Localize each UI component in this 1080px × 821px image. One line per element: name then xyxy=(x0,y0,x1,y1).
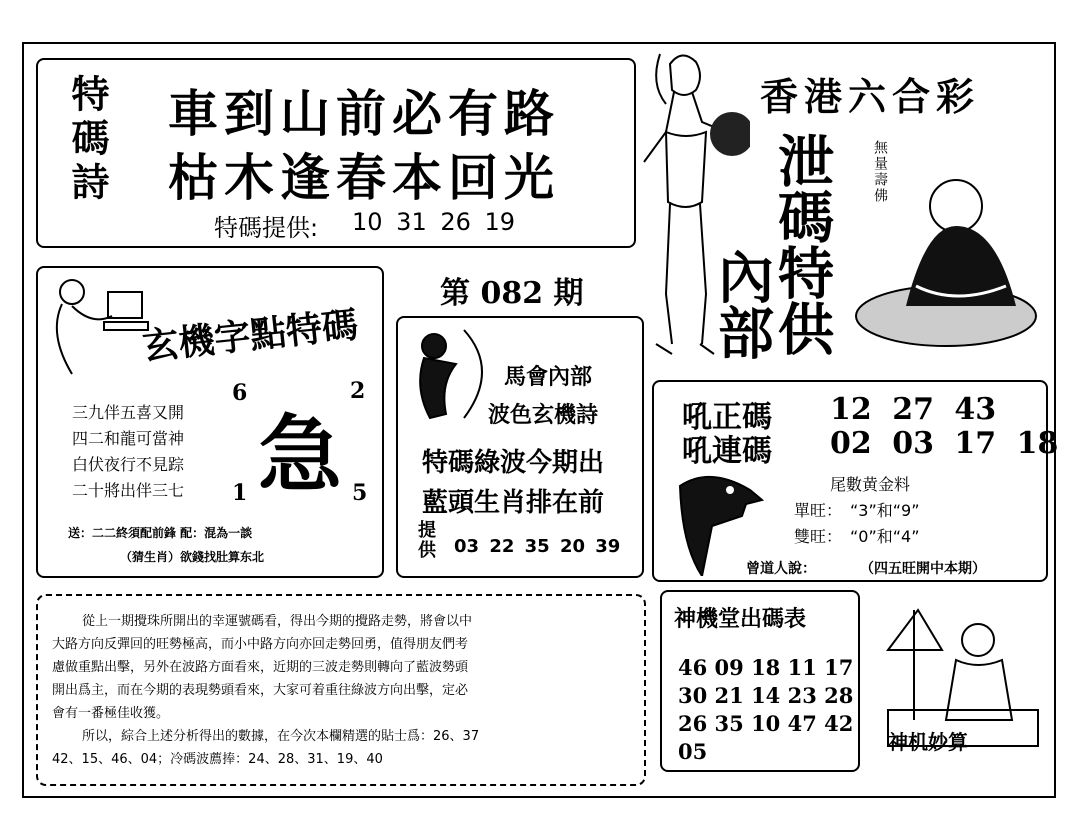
horse-provide-label: 提供 xyxy=(415,520,436,560)
secret-poem-line: 白伏夜行不見踪 xyxy=(72,455,185,474)
secret-poem xyxy=(72,400,184,504)
archer-illustration xyxy=(404,324,500,424)
poem-box xyxy=(36,58,636,248)
secret-foot-1: 送：二二終須配前鋒 配：混為一談 xyxy=(68,526,253,540)
lian-numbers: 02 03 17 18 xyxy=(830,426,1059,461)
table-row: 30 21 14 23 28 xyxy=(678,683,854,708)
taoist-value: （四五旺開中本期） xyxy=(860,561,986,577)
zheng-label: 吼正碼 xyxy=(682,400,772,435)
number-table-box xyxy=(660,590,860,772)
horse-title-2: 波色玄機詩 xyxy=(488,402,599,428)
buddha-caption: 無量壽佛 xyxy=(872,140,888,204)
analysis-line: 大路方向反彈回的旺勢極高，而小中路方向亦回走勢回勇，值得朋友們考 xyxy=(52,637,469,652)
secret-foot-2: （猜生肖）欲錢找肚算东北 xyxy=(120,550,265,564)
table-row: 26 35 10 47 42 xyxy=(678,711,854,736)
secret-title: 玄機字點特碼 xyxy=(140,303,360,369)
secret-poem-line: 三九伴五喜又開 xyxy=(72,403,185,422)
issue-number: 第 082 期 xyxy=(440,276,584,311)
analysis-line: 開出爲主，而在今期的表現勢頭看來，大家可着重往綠波方向出擊，定必 xyxy=(52,683,469,698)
analysis-line: 所以，綜合上述分析得出的數據，在今次本欄精選的貼士爲：26、37 xyxy=(82,729,480,744)
secret-poem-line: 二十將出伴三七 xyxy=(72,481,185,500)
horse-line-1: 特碼綠波今期出 xyxy=(422,448,605,478)
double-label: 雙旺： xyxy=(794,527,843,546)
table-row: 05 xyxy=(678,739,708,764)
taoist-label: 曾道人說： xyxy=(746,561,816,577)
table-row: 46 09 18 11 17 xyxy=(678,655,854,680)
table-sign: 神机妙算 xyxy=(888,730,968,754)
table-title: 神機堂出碼表 xyxy=(674,606,807,632)
brand-title: 香港六合彩 xyxy=(760,74,981,119)
horse-box xyxy=(396,316,644,578)
single-value: “3”和“9” xyxy=(850,501,920,520)
big-title-right: 泄碼特供 xyxy=(769,132,835,356)
zheng-numbers: 12 27 43 xyxy=(830,392,997,427)
secret-big-char: 急 xyxy=(258,405,343,504)
analysis-box xyxy=(36,594,646,786)
analysis-line: 會有一番極佳收獲。 xyxy=(52,706,170,721)
tema-numbers: 10 31 26 19 xyxy=(352,208,516,236)
codes-box xyxy=(652,380,1059,582)
gold-title: 尾數黄金料 xyxy=(830,475,911,494)
analysis-line: 42、15、46、04；冷碼波薦捧：24、28、31、19、40 xyxy=(52,752,383,767)
tema-label: 特碼提供: xyxy=(214,214,319,242)
big-title-left: 內部 xyxy=(709,248,775,360)
secret-number-br: 5 xyxy=(352,480,368,506)
buddha-illustration xyxy=(846,156,1046,356)
lian-label: 吼連碼 xyxy=(682,434,772,469)
analysis-line: 從上一期攪珠所開出的幸運號碼看，得出今期的攪路走勢，將會以中 xyxy=(82,614,473,629)
secret-number-tr: 2 xyxy=(350,378,366,404)
poem-line-1: 車到山前必有路 xyxy=(168,84,560,143)
horse-title-1: 馬會內部 xyxy=(504,364,593,390)
double-value: “0”和“4” xyxy=(850,527,920,546)
single-label: 單旺： xyxy=(794,501,843,520)
horse-numbers: 03 22 35 20 39 xyxy=(454,536,621,557)
table-rows xyxy=(678,654,853,766)
secret-box xyxy=(36,266,384,578)
secret-poem-line: 四二和龍可當神 xyxy=(72,429,185,448)
secret-number-bl: 1 xyxy=(232,480,248,506)
poem-side-label: 特碼詩 xyxy=(65,74,110,206)
poem-line-2: 枯木逢春本回光 xyxy=(168,148,560,207)
horse-line-2: 藍頭生肖排在前 xyxy=(422,488,605,518)
analysis-line: 慮做重點出擊，另外在波路方面看來，近期的三波走勢則轉向了藍波勢頭 xyxy=(52,660,469,675)
secret-number-tl: 6 xyxy=(232,380,248,406)
